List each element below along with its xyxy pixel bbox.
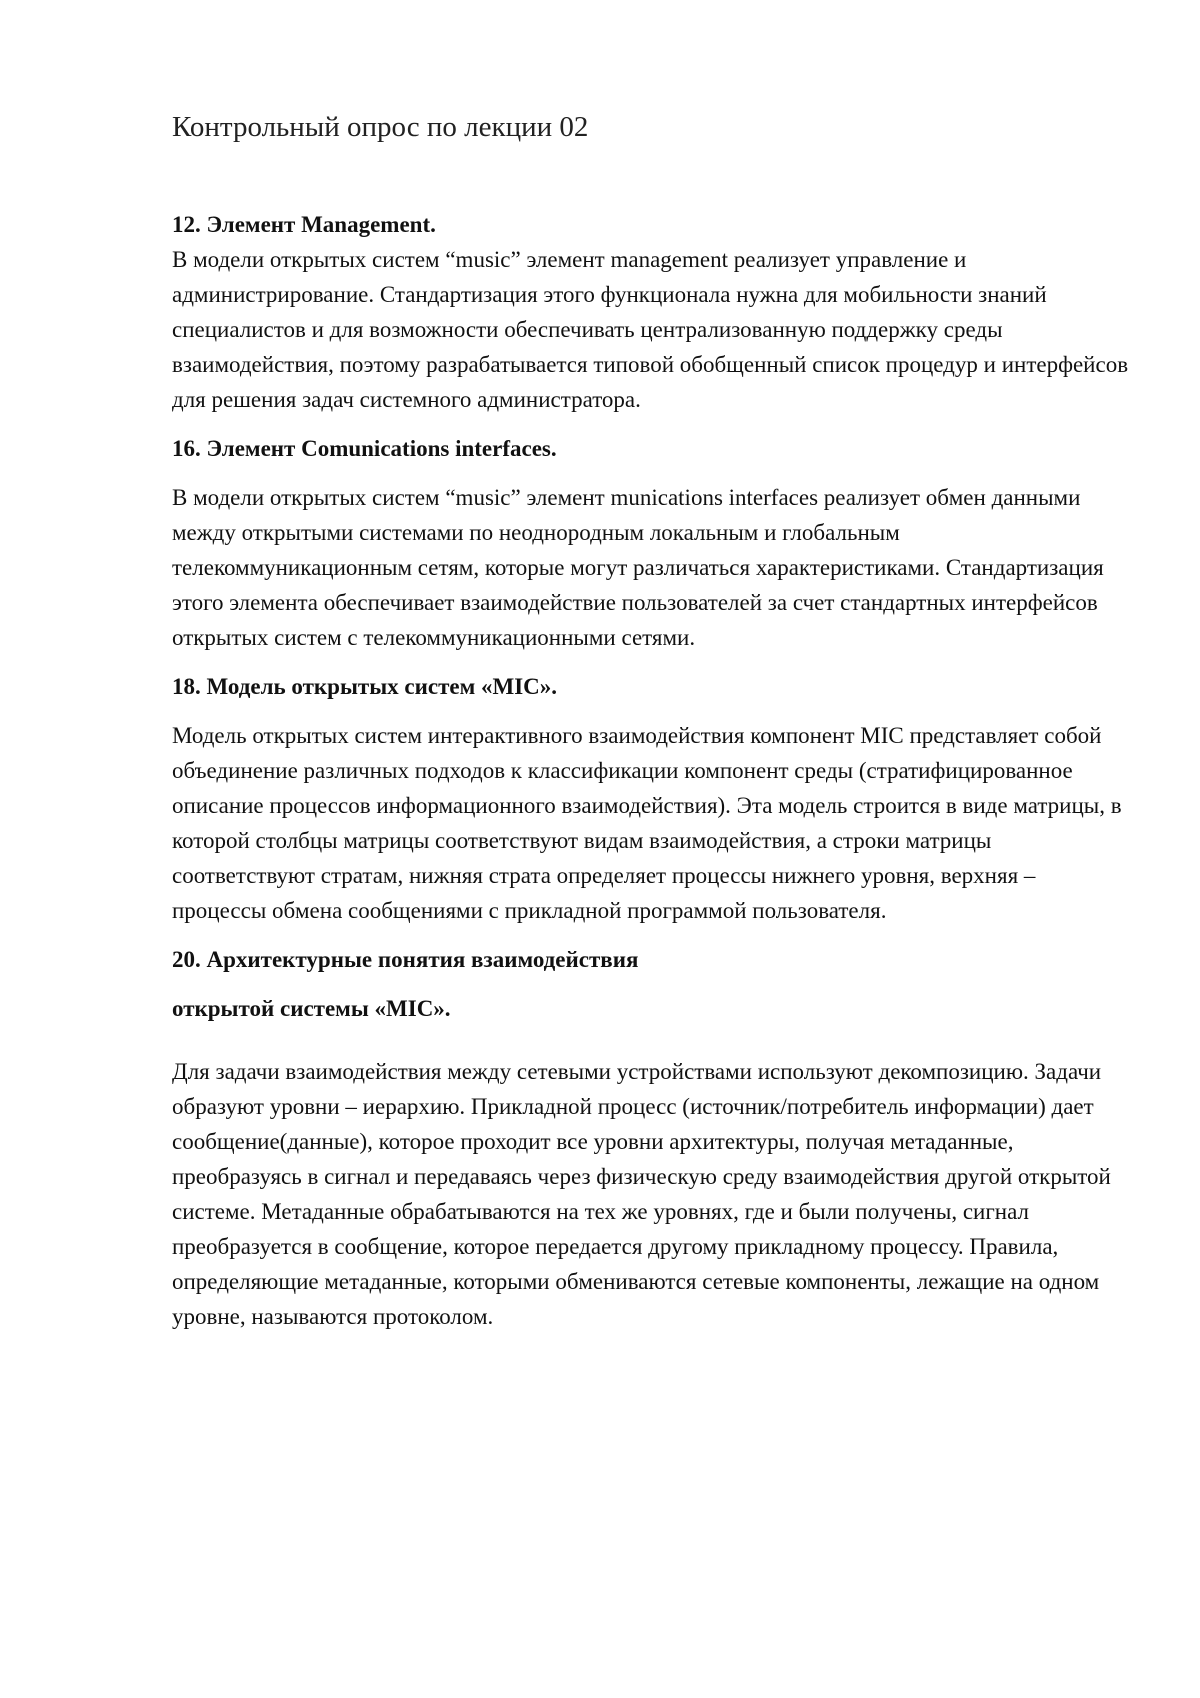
section-20 [172, 942, 1132, 1334]
document-title: Контрольный опрос по лекции 02 [172, 111, 589, 143]
section-12-body: В модели открытых систем “music” элемент management реализует управление и администрирование. Стандартизация этого функционала нужна для мобильности знаний специалистов и для возможности обеспечивать централизованную поддержку среды взаимодействия, поэтому разрабатывается типовой обобщенный список процедур и интерфейсов для решения задач системного администратора. [172, 246, 1129, 412]
section-12-heading: 12. Элемент Management. [172, 211, 436, 237]
section-20-heading-line2: открытой системы «MIC». [172, 995, 451, 1021]
section-20-body: Для задачи взаимодействия между сетевыми устройствами используют декомпозицию. Задачи образуют уровни – иерархию. Прикладной процесс (источник/потребитель информации) дает сообщение(данные), которое проходит все уровни архитектуры, получая метаданные, преобразуясь в сигнал и передаваясь через физическую среду взаимодействия другой открытой системе. Метаданные обрабатываются на тех же уровнях, где и были получены, сигнал преобразуется в сообщение, которое передается другому прикладному процессу. Правила, определяющие метаданные, которыми обмениваются сетевые компоненты, лежащие на одном уровне, называются протоколом. [172, 1058, 1111, 1329]
section-18 [172, 669, 1132, 928]
section-16 [172, 431, 1132, 655]
section-18-heading: 18. Модель открытых систем «MIC». [172, 673, 558, 699]
section-16-body: В модели открытых систем “music” элемент munications interfaces реализует обмен данными между открытыми системами по неоднородным локальным и глобальным телекоммуникационным сетям, которые могут различаться характеристиками. Стандартизация этого элемента обеспечивает взаимодействие пользователей за счет стандартных интерфейсов открытых систем с телекоммуникационными сетями. [172, 484, 1104, 650]
section-18-body: Модель открытых систем интерактивного взаимодействия компонент MIC представляет собой объединение различных подходов к классификации компонент среды (стратифицированное описание процессов информационного взаимодействия). Эта модель строится в виде матрицы, в которой столбцы матрицы соответствуют видам взаимодействия, а строки матрицы соответствуют стратам, нижняя страта определяет процессы нижнего уровня, верхняя – процессы обмена сообщениями с прикладной программой пользователя. [172, 722, 1122, 923]
section-16-heading: 16. Элемент Comunications interfaces. [172, 435, 557, 461]
section-12 [172, 207, 1132, 417]
document-page [172, 110, 1132, 1334]
section-20-heading-line1: 20. Архитектурные понятия взаимодействия [172, 946, 639, 972]
